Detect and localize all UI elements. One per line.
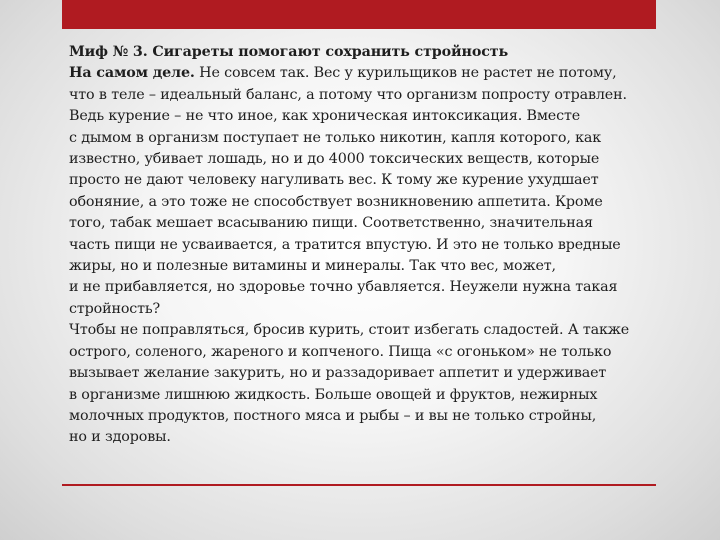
text-line: известно, убивает лошадь, но и до 4000 токсических веществ, которые <box>69 151 600 168</box>
text-line: но и здоровы. <box>69 429 171 446</box>
text-line: острого, соленого, жареного и копченого. Пища «с огоньком» не только <box>69 343 612 360</box>
bottom-divider <box>62 484 656 486</box>
text-line: в организме лишнюю жидкость. Больше овощей и фруктов, нежирных <box>69 386 598 403</box>
text-line: жиры, но и полезные витамины и минералы. Так что вес, может, <box>69 258 556 275</box>
text-line: и не прибавляется, но здоровье точно убавляется. Неужели нужна такая <box>69 279 618 296</box>
text-line: Ведь курение – не что иное, как хроническая интоксикация. Вместе <box>69 108 581 125</box>
lead-bold: На самом деле. <box>69 65 195 82</box>
text-line: молочных продуктов, постного мяса и рыбы – и вы не только стройны, <box>69 407 597 424</box>
slide-heading: Миф № 3. Сигареты помогают сохранить стройность <box>69 44 509 60</box>
text-line: вызывает желание закурить, но и раззадоривает аппетит и удерживает <box>69 365 607 382</box>
text-line: обоняние, а это тоже не способствует возникновению аппетита. Кроме <box>69 193 603 210</box>
text-line: с дымом в организм поступает не только никотин, капля которого, как <box>69 129 602 146</box>
text-line: стройность? <box>69 300 161 317</box>
text-line: что в теле – идеальный баланс, а потому что организм попросту отравлен. <box>69 86 627 103</box>
text-line: Чтобы не поправляться, бросив курить, стоит избегать сладостей. А также <box>69 322 630 339</box>
text-line <box>69 63 659 84</box>
top-accent-bar <box>62 0 656 29</box>
slide-text <box>69 42 659 449</box>
text-line-content: Не совсем так. Вес у курильщиков не растет не потому, <box>194 65 617 82</box>
text-line: просто не дают человеку нагуливать вес. К тому же курение ухудшает <box>69 172 599 189</box>
text-line: часть пищи не усваивается, а тратится впустую. И это не только вредные <box>69 236 621 253</box>
text-line: того, табак мешает всасыванию пищи. Соответственно, значительная <box>69 215 593 232</box>
